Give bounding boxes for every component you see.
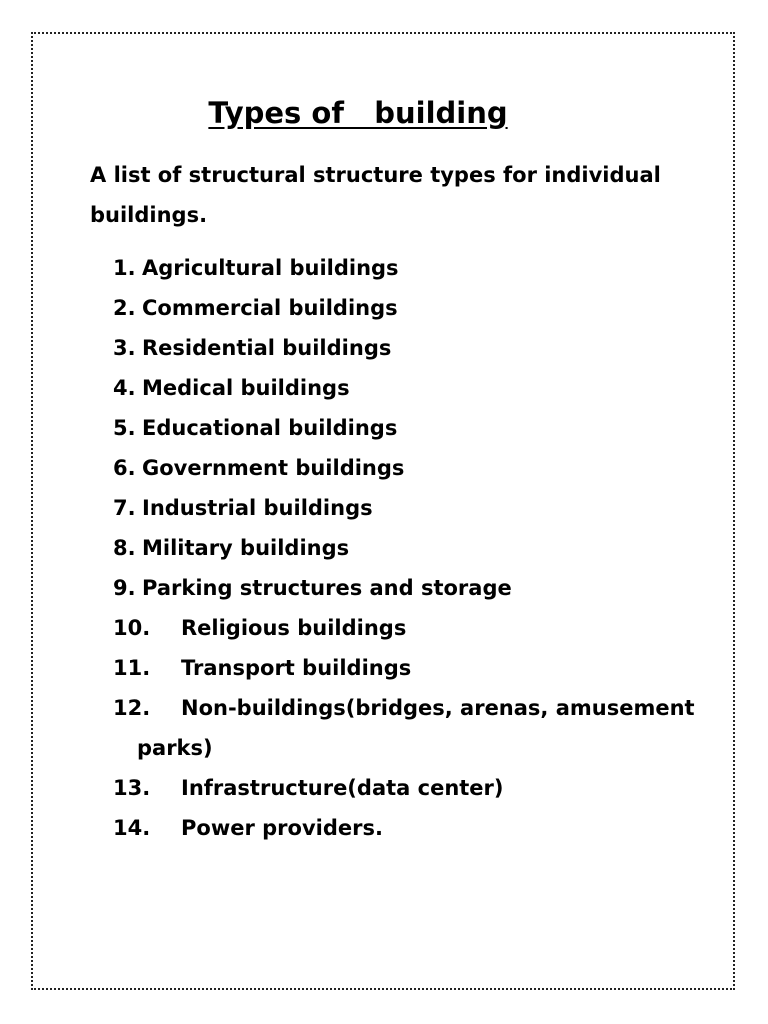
list-item: [113, 328, 713, 368]
list-item-text: Transport buildings: [181, 656, 412, 680]
list-item: [113, 528, 713, 568]
list-item-number: 12.: [113, 696, 151, 720]
list-item-text: Medical buildings: [142, 376, 350, 400]
list-item: [113, 768, 713, 808]
list-item: [113, 648, 713, 688]
list-item-text: Non-buildings(bridges, arenas, amusement: [181, 696, 695, 720]
list-item-text: Residential buildings: [142, 336, 392, 360]
page-title: Types of building: [208, 96, 508, 130]
list-item: [113, 488, 713, 528]
list-item-number: 9.: [113, 576, 136, 600]
list-item: [113, 688, 713, 768]
list-item: [113, 448, 713, 488]
list-item-text: Government buildings: [142, 456, 405, 480]
list-item-text-continuation: parks): [137, 736, 213, 760]
list-item-text: Power providers.: [181, 816, 383, 840]
intro-paragraph: A list of structural structure types for individual buildings.: [90, 163, 661, 227]
list-item: [113, 568, 713, 608]
list-item-number: 13.: [113, 776, 151, 800]
list-item: [113, 368, 713, 408]
list-item: [113, 608, 713, 648]
list-item-number: 4.: [113, 376, 136, 400]
list-item-text: Military buildings: [142, 536, 350, 560]
list-item-number: 7.: [113, 496, 136, 520]
list-item-number: 1.: [113, 256, 136, 280]
list-item-text: Agricultural buildings: [142, 256, 399, 280]
list-item-number: 3.: [113, 336, 136, 360]
list-item-text: Educational buildings: [142, 416, 398, 440]
list-item-number: 10.: [113, 616, 151, 640]
list-item-text: Parking structures and storage: [142, 576, 512, 600]
list-item-text: Commercial buildings: [142, 296, 398, 320]
list-item-text: Religious buildings: [181, 616, 407, 640]
list-item: [113, 248, 713, 288]
list-item: [113, 808, 713, 848]
list-item: [113, 408, 713, 448]
list-item: [113, 288, 713, 328]
list-item-number: 6.: [113, 456, 136, 480]
list-item-number: 5.: [113, 416, 136, 440]
list-item-text: Industrial buildings: [142, 496, 373, 520]
list-item-number: 14.: [113, 816, 151, 840]
list-item-number: 11.: [113, 656, 151, 680]
list-item-text: Infrastructure(data center): [181, 776, 504, 800]
list-item-number: 8.: [113, 536, 136, 560]
building-types-list: [113, 248, 713, 848]
list-item-number: 2.: [113, 296, 136, 320]
